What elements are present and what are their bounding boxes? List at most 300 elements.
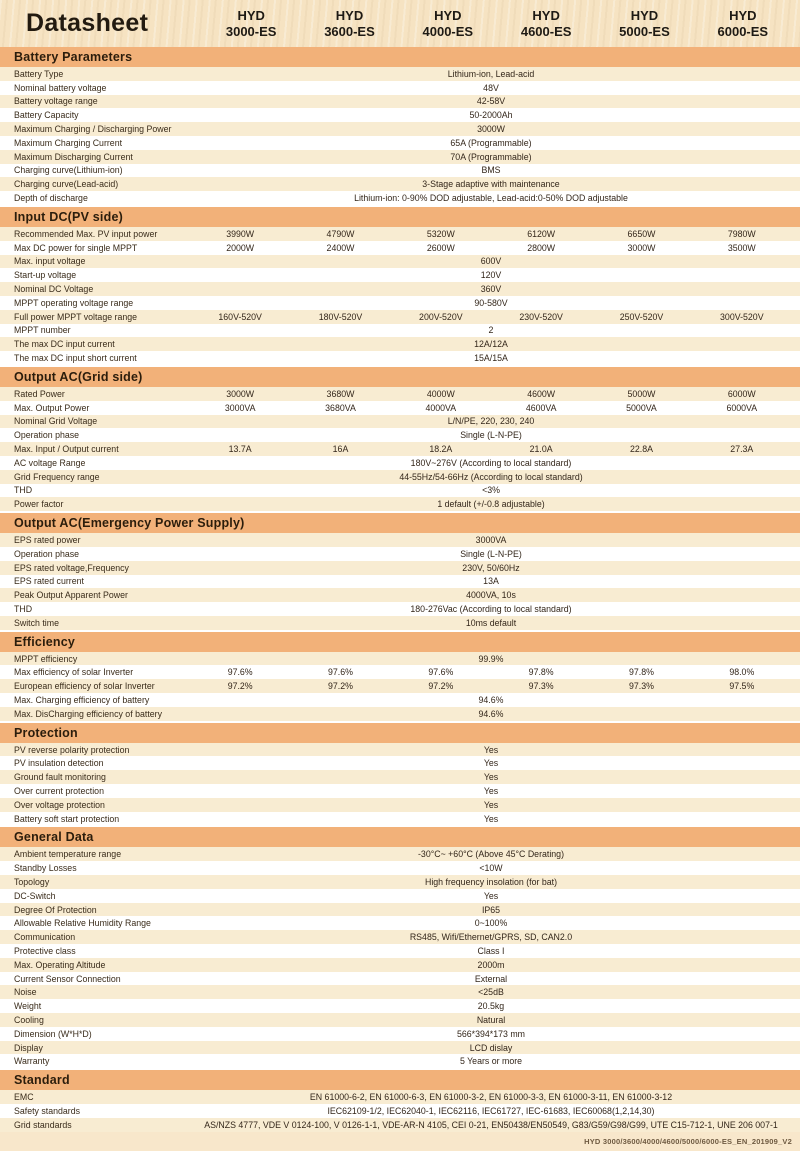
spec-row bbox=[0, 693, 800, 707]
spec-row bbox=[0, 1013, 800, 1027]
spec-value: 48V bbox=[483, 82, 499, 93]
spec-row bbox=[0, 533, 800, 547]
spec-row bbox=[0, 241, 800, 255]
spec-row bbox=[0, 743, 800, 757]
spec-section bbox=[0, 1070, 800, 1131]
spec-value: 5000W bbox=[627, 388, 656, 399]
spec-values bbox=[190, 681, 800, 691]
spec-value: 600V bbox=[480, 256, 502, 267]
spec-value: 2400W bbox=[326, 242, 355, 253]
spec-value: 230V, 50/60Hz bbox=[462, 562, 520, 573]
spec-value: Class I bbox=[477, 945, 505, 956]
spec-label: Over voltage protection bbox=[14, 799, 105, 810]
spec-label: EPS rated power bbox=[14, 535, 81, 545]
spec-row bbox=[0, 679, 800, 693]
spec-section bbox=[0, 827, 800, 1068]
spec-label: Start-up voltage bbox=[14, 270, 77, 281]
section-rows bbox=[0, 387, 800, 511]
spec-value: 3680VA bbox=[325, 402, 356, 413]
spec-label: Communication bbox=[14, 932, 76, 943]
section-rows bbox=[0, 743, 800, 826]
spec-row bbox=[0, 575, 800, 589]
spec-section bbox=[0, 632, 800, 721]
spec-row bbox=[0, 756, 800, 770]
spec-values bbox=[190, 1056, 800, 1066]
spec-value: 3-Stage adaptive with maintenance bbox=[422, 179, 560, 190]
spec-label: Weight bbox=[14, 1001, 42, 1012]
spec-label: Topology bbox=[14, 876, 50, 887]
spec-value: 2600W bbox=[426, 242, 455, 253]
spec-label: EPS rated current bbox=[14, 576, 84, 587]
spec-row bbox=[0, 150, 800, 164]
spec-label: Switch time bbox=[14, 617, 59, 628]
spec-values bbox=[190, 709, 800, 719]
spec-value: 13.7A bbox=[228, 444, 252, 455]
spec-value: 2000W bbox=[226, 242, 255, 253]
spec-value: 3680W bbox=[326, 388, 355, 399]
spec-section bbox=[0, 47, 800, 205]
spec-values bbox=[190, 549, 800, 559]
spec-values bbox=[190, 165, 800, 175]
spec-value: 6120W bbox=[527, 228, 556, 239]
spec-value: Yes bbox=[483, 813, 499, 824]
spec-row bbox=[0, 484, 800, 498]
spec-row bbox=[0, 415, 800, 429]
spec-value: 13A bbox=[483, 576, 499, 587]
spec-value: 3500W bbox=[727, 242, 756, 253]
spec-value: 4000W bbox=[426, 388, 455, 399]
spec-row bbox=[0, 1104, 800, 1118]
spec-label: Display bbox=[14, 1042, 43, 1053]
spec-row bbox=[0, 255, 800, 269]
spec-values bbox=[190, 695, 800, 705]
spec-values bbox=[190, 229, 800, 239]
spec-values bbox=[190, 576, 800, 586]
spec-values bbox=[190, 138, 800, 148]
spec-value: 65A (Programmable) bbox=[450, 137, 532, 148]
spec-values bbox=[190, 800, 800, 810]
spec-row bbox=[0, 81, 800, 95]
section-title: Protection bbox=[0, 723, 800, 743]
spec-value: 4000VA, 10s bbox=[466, 590, 516, 601]
spec-value: 22.8A bbox=[629, 444, 653, 455]
spec-row bbox=[0, 903, 800, 917]
spec-label: Nominal DC Voltage bbox=[14, 284, 94, 295]
spec-value: 97.2% bbox=[428, 681, 454, 692]
spec-value: 180V-520V bbox=[318, 311, 363, 322]
spec-value: 2800W bbox=[527, 242, 556, 253]
spec-value: <3% bbox=[482, 485, 500, 496]
spec-values bbox=[190, 891, 800, 901]
spec-section bbox=[0, 367, 800, 511]
spec-value: 97.5% bbox=[729, 681, 755, 692]
spec-label: Operation phase bbox=[14, 430, 80, 441]
spec-row bbox=[0, 351, 800, 365]
spec-label: Power factor bbox=[14, 499, 64, 510]
spec-values bbox=[190, 152, 800, 162]
spec-values bbox=[190, 110, 800, 120]
spec-values bbox=[190, 243, 800, 253]
spec-values bbox=[190, 946, 800, 956]
spec-row bbox=[0, 324, 800, 338]
document-version: HYD 3000/3600/4000/4600/5000/6000-ES_EN_201909_V2 bbox=[584, 1136, 792, 1146]
spec-value: 4600W bbox=[527, 388, 556, 399]
spec-label: Grid standards bbox=[14, 1119, 72, 1130]
spec-values bbox=[190, 256, 800, 266]
spec-values bbox=[190, 270, 800, 280]
spec-value: Yes bbox=[483, 799, 499, 810]
spec-label: Peak Output Apparent Power bbox=[14, 590, 128, 601]
spec-values bbox=[190, 745, 800, 755]
spec-values bbox=[190, 193, 800, 203]
spec-value: High frequency insolation (for bat) bbox=[424, 876, 558, 887]
spec-value: 3000VA bbox=[475, 535, 507, 545]
spec-value: 120V bbox=[480, 270, 502, 281]
spec-row bbox=[0, 191, 800, 205]
spec-value: Yes bbox=[483, 758, 499, 769]
spec-value: -30°C~ +60°C (Above 45°C Derating) bbox=[418, 849, 564, 860]
spec-value: 15A/15A bbox=[474, 353, 508, 364]
spec-value: 97.6% bbox=[328, 667, 353, 678]
spec-row bbox=[0, 972, 800, 986]
spec-label: Max. Output Power bbox=[14, 402, 90, 413]
spec-row bbox=[0, 122, 800, 136]
spec-label: THD bbox=[14, 603, 33, 614]
spec-value: 1 default (+/-0.8 adjustable) bbox=[437, 499, 545, 510]
spec-values bbox=[190, 772, 800, 782]
spec-label: The max DC input short current bbox=[14, 353, 137, 364]
page-title: Datasheet bbox=[26, 9, 149, 37]
spec-value: AS/NZS 4777, VDE V 0124-100, V 0126-1-1, VDE-AR-N 4105, CEI 0-21, EN50438/EN50549, G83/G59/G98/G99, UTE C15-712-1, UNE 206 007-1 bbox=[204, 1119, 778, 1130]
spec-row bbox=[0, 1027, 800, 1041]
spec-label: PV insulation detection bbox=[14, 758, 104, 769]
spec-row bbox=[0, 707, 800, 721]
spec-values bbox=[190, 960, 800, 970]
spec-value: 7980W bbox=[727, 228, 756, 239]
spec-label: MPPT efficiency bbox=[14, 653, 78, 664]
section-rows bbox=[0, 652, 800, 721]
spec-row bbox=[0, 847, 800, 861]
spec-values bbox=[190, 1015, 800, 1025]
spec-values bbox=[190, 96, 800, 106]
spec-row bbox=[0, 470, 800, 484]
section-title: Output AC(Grid side) bbox=[0, 367, 800, 387]
spec-row bbox=[0, 999, 800, 1013]
section-rows bbox=[0, 227, 800, 365]
spec-value: <25dB bbox=[478, 987, 504, 998]
spec-label: Nominal Grid Voltage bbox=[14, 416, 98, 427]
spec-values bbox=[190, 499, 800, 509]
spec-values bbox=[190, 1001, 800, 1011]
spec-value: 360V bbox=[480, 284, 502, 295]
spec-label: Allowable Relative Humidity Range bbox=[14, 918, 151, 929]
spec-value: EN 61000-6-2, EN 61000-6-3, EN 61000-3-2, EN 61000-3-3, EN 61000-3-11, EN 61000-3-12 bbox=[309, 1092, 673, 1103]
spec-sections bbox=[0, 47, 800, 1132]
spec-label: Warranty bbox=[14, 1056, 50, 1067]
column-header-5000-es: HYD 5000-ES bbox=[619, 7, 670, 39]
spec-label: Max DC power for single MPPT bbox=[14, 242, 138, 253]
spec-values bbox=[190, 758, 800, 768]
spec-label: EPS rated voltage,Frequency bbox=[14, 562, 129, 573]
spec-label: Battery Type bbox=[14, 68, 64, 79]
spec-value: 180V~276V (According to local standard) bbox=[410, 457, 572, 468]
spec-row bbox=[0, 875, 800, 889]
spec-value: Single (L-N-PE) bbox=[460, 548, 522, 559]
column-header-3000-es: HYD 3000-ES bbox=[225, 7, 277, 39]
spec-label: EMC bbox=[14, 1092, 34, 1103]
spec-label: Cooling bbox=[14, 1014, 44, 1025]
spec-values bbox=[190, 179, 800, 189]
spec-value: 0~100% bbox=[474, 918, 508, 929]
spec-section bbox=[0, 513, 800, 630]
spec-value: 300V-520V bbox=[720, 311, 764, 322]
spec-value: 97.8% bbox=[528, 667, 554, 678]
spec-value: 200V-520V bbox=[419, 311, 463, 322]
spec-values bbox=[190, 877, 800, 887]
spec-value: 50-2000Ah bbox=[469, 110, 513, 121]
spec-value: 3000W bbox=[627, 242, 656, 253]
spec-value: 18.2A bbox=[429, 444, 453, 455]
spec-values bbox=[190, 1029, 800, 1039]
spec-value: Yes bbox=[483, 785, 499, 796]
spec-value: 10ms default bbox=[465, 617, 517, 628]
spec-row bbox=[0, 67, 800, 81]
spec-row bbox=[0, 784, 800, 798]
spec-value: Yes bbox=[483, 890, 499, 901]
spec-row bbox=[0, 337, 800, 351]
spec-values bbox=[190, 339, 800, 349]
spec-row bbox=[0, 547, 800, 561]
spec-label: THD bbox=[14, 485, 33, 496]
spec-label: Battery voltage range bbox=[14, 96, 98, 107]
spec-values bbox=[190, 403, 800, 413]
spec-values bbox=[190, 905, 800, 915]
spec-row bbox=[0, 296, 800, 310]
spec-value: 2 bbox=[488, 325, 494, 336]
spec-label: Maximum Charging / Discharging Power bbox=[14, 124, 172, 135]
spec-values bbox=[190, 430, 800, 440]
spec-value: 27.3A bbox=[730, 444, 754, 455]
spec-values bbox=[190, 932, 800, 942]
spec-value: 97.6% bbox=[227, 667, 253, 678]
section-title: Battery Parameters bbox=[0, 47, 800, 67]
spec-label: DC-Switch bbox=[14, 890, 56, 901]
section-title: Efficiency bbox=[0, 632, 800, 652]
spec-row bbox=[0, 164, 800, 178]
spec-row bbox=[0, 916, 800, 930]
spec-value: 3000W bbox=[477, 124, 505, 135]
spec-row bbox=[0, 227, 800, 241]
spec-values bbox=[190, 298, 800, 308]
spec-row bbox=[0, 930, 800, 944]
spec-value: 97.2% bbox=[328, 681, 353, 692]
spec-row bbox=[0, 652, 800, 666]
spec-label: MPPT operating voltage range bbox=[14, 297, 134, 308]
spec-section bbox=[0, 723, 800, 826]
spec-value: <10W bbox=[479, 863, 503, 874]
spec-row bbox=[0, 387, 800, 401]
spec-value: 97.3% bbox=[629, 681, 654, 692]
spec-row bbox=[0, 812, 800, 826]
spec-values bbox=[190, 814, 800, 824]
spec-row bbox=[0, 1041, 800, 1055]
spec-value: 97.6% bbox=[428, 667, 454, 678]
spec-label: European efficiency of solar Inverter bbox=[14, 681, 155, 692]
spec-row bbox=[0, 665, 800, 679]
spec-values bbox=[190, 535, 800, 545]
spec-value: 94.6% bbox=[478, 694, 504, 705]
spec-value: 2000m bbox=[477, 959, 505, 970]
spec-value: 16A bbox=[332, 444, 349, 455]
column-header-4000-es: HYD 4000-ES bbox=[422, 7, 474, 39]
column-header-3600-es: HYD 3600-ES bbox=[324, 7, 375, 39]
spec-label: Battery soft start protection bbox=[14, 813, 120, 824]
spec-values bbox=[190, 863, 800, 873]
spec-value: 4790W bbox=[326, 228, 355, 239]
spec-value: 12A/12A bbox=[474, 339, 508, 350]
section-rows bbox=[0, 1090, 800, 1131]
spec-label: Rated Power bbox=[14, 388, 65, 399]
spec-value: Natural bbox=[476, 1014, 506, 1025]
spec-row bbox=[0, 268, 800, 282]
spec-value: 42-58V bbox=[476, 96, 506, 107]
section-title: Input DC(PV side) bbox=[0, 207, 800, 227]
spec-value: Lithium-ion, Lead-acid bbox=[447, 68, 535, 79]
spec-value: BMS bbox=[481, 165, 501, 176]
spec-row bbox=[0, 136, 800, 150]
section-title: Output AC(Emergency Power Supply) bbox=[0, 513, 800, 533]
spec-label: Noise bbox=[14, 987, 37, 998]
spec-value: 6000W bbox=[727, 388, 756, 399]
spec-row bbox=[0, 456, 800, 470]
spec-label: Dimension (W*H*D) bbox=[14, 1028, 92, 1039]
section-title: Standard bbox=[0, 1070, 800, 1090]
spec-label: Over current protection bbox=[14, 785, 104, 796]
spec-values bbox=[190, 485, 800, 495]
column-header-6000-es: HYD 6000-ES bbox=[717, 7, 769, 39]
spec-values bbox=[190, 918, 800, 928]
spec-value: L/N/PE, 220, 230, 240 bbox=[447, 416, 535, 427]
spec-label: Maximum Charging Current bbox=[14, 137, 123, 148]
spec-row bbox=[0, 442, 800, 456]
spec-value: 98.0% bbox=[729, 667, 755, 678]
spec-section bbox=[0, 207, 800, 365]
spec-value: 3000VA bbox=[224, 402, 256, 413]
spec-row bbox=[0, 588, 800, 602]
spec-row bbox=[0, 770, 800, 784]
spec-label: Current Sensor Connection bbox=[14, 973, 121, 984]
spec-values bbox=[190, 312, 800, 322]
spec-values bbox=[190, 472, 800, 482]
spec-value: 250V-520V bbox=[619, 311, 664, 322]
spec-value: Yes bbox=[483, 744, 499, 755]
spec-values bbox=[190, 83, 800, 93]
spec-value: 97.8% bbox=[629, 667, 654, 678]
spec-label: Protective class bbox=[14, 945, 76, 956]
spec-value: 160V-520V bbox=[218, 311, 262, 322]
spec-row bbox=[0, 861, 800, 875]
spec-row bbox=[0, 985, 800, 999]
spec-value: 180-276Vac (According to local standard) bbox=[410, 603, 572, 614]
spec-row bbox=[0, 1090, 800, 1104]
spec-value: 5320W bbox=[426, 228, 455, 239]
section-rows bbox=[0, 533, 800, 630]
spec-label: Max. Operating Altitude bbox=[14, 959, 106, 970]
spec-label: Degree Of Protection bbox=[14, 904, 97, 915]
spec-value: 230V-520V bbox=[519, 311, 563, 322]
spec-row bbox=[0, 561, 800, 575]
spec-value: 97.3% bbox=[528, 681, 554, 692]
section-rows bbox=[0, 67, 800, 205]
spec-value: 44-55Hz/54-66Hz (According to local standard) bbox=[399, 471, 583, 482]
spec-values bbox=[190, 1043, 800, 1053]
spec-value: External bbox=[474, 973, 508, 984]
column-header-4600-es: HYD 4600-ES bbox=[520, 7, 572, 39]
spec-row bbox=[0, 616, 800, 630]
spec-row bbox=[0, 798, 800, 812]
spec-values bbox=[190, 1106, 800, 1116]
page-header bbox=[0, 0, 800, 47]
spec-row bbox=[0, 944, 800, 958]
spec-values bbox=[190, 654, 800, 664]
column-headers bbox=[202, 8, 800, 39]
spec-values bbox=[190, 987, 800, 997]
spec-values bbox=[190, 849, 800, 859]
spec-values bbox=[190, 1092, 800, 1102]
spec-values bbox=[190, 618, 800, 628]
spec-values bbox=[190, 604, 800, 614]
spec-row bbox=[0, 310, 800, 324]
spec-label: MPPT number bbox=[14, 325, 71, 336]
spec-values bbox=[190, 590, 800, 600]
spec-value: IEC62109-1/2, IEC62040-1, IEC62116, IEC61727, IEC-61683, IEC60068(1,2,14,30) bbox=[327, 1105, 655, 1116]
spec-values bbox=[190, 325, 800, 335]
spec-values bbox=[190, 458, 800, 468]
spec-label: Depth of discharge bbox=[14, 193, 88, 204]
spec-row bbox=[0, 1054, 800, 1068]
spec-label: The max DC input current bbox=[14, 339, 115, 350]
spec-value: 4600VA bbox=[525, 402, 557, 413]
spec-value: 99.9% bbox=[478, 653, 504, 664]
spec-values bbox=[190, 974, 800, 984]
spec-label: Max. Input / Output current bbox=[14, 444, 119, 455]
spec-row bbox=[0, 958, 800, 972]
spec-label: Nominal battery voltage bbox=[14, 82, 107, 93]
spec-value: 566*394*173 mm bbox=[457, 1028, 525, 1039]
spec-label: Standby Losses bbox=[14, 863, 77, 874]
spec-value: 94.6% bbox=[478, 708, 504, 719]
spec-label: Charging curve(Lead-acid) bbox=[14, 179, 119, 190]
spec-value: 21.0A bbox=[529, 444, 553, 455]
spec-values bbox=[190, 124, 800, 134]
spec-value: 5 Years or more bbox=[459, 1056, 523, 1067]
spec-value: 3990W bbox=[226, 228, 255, 239]
spec-value: 6000VA bbox=[726, 402, 758, 413]
spec-values bbox=[190, 786, 800, 796]
spec-label: Ambient temperature range bbox=[14, 849, 122, 860]
spec-value: RS485, Wifi/Ethernet/GPRS, SD, CAN2.0 bbox=[409, 932, 573, 943]
spec-label: Charging curve(Lithium-ion) bbox=[14, 165, 123, 176]
spec-values bbox=[190, 69, 800, 79]
spec-value: 90-580V bbox=[474, 297, 508, 308]
spec-label: Max. Charging efficiency of battery bbox=[14, 694, 150, 705]
spec-value: 70A (Programmable) bbox=[450, 151, 532, 162]
spec-label: Max. DisCharging efficiency of battery bbox=[14, 708, 162, 719]
spec-label: Recommended Max. PV input power bbox=[14, 228, 158, 239]
spec-value: LCD dislay bbox=[469, 1042, 513, 1053]
spec-label: PV reverse polarity protection bbox=[14, 744, 130, 755]
spec-row bbox=[0, 602, 800, 616]
